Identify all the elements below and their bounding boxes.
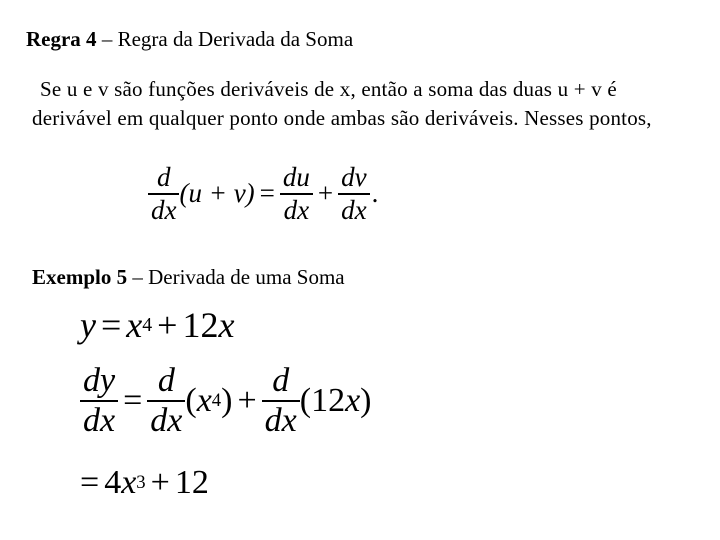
var-x: x: [196, 381, 212, 419]
frac-denominator: dx: [83, 401, 116, 439]
var-y: y: [80, 305, 96, 345]
var-x: x: [345, 381, 361, 419]
frac-numerator: dv: [341, 162, 367, 192]
plus-sign: +: [150, 464, 170, 501]
coefficient: 4: [104, 464, 122, 501]
dy-dx-fraction: [80, 362, 118, 440]
frac-denominator: dx: [151, 194, 177, 225]
d-dx-fraction: [262, 362, 300, 440]
frac-denominator: dx: [264, 401, 297, 439]
frac-numerator: d: [272, 362, 290, 399]
frac-denominator: dx: [150, 401, 183, 439]
example-equation-2: $\frac{dy}{dx}$ = $\frac{d}{dx}$ ( x 4 ) + $\frac{d}{dx}$ (12 x ): [80, 362, 372, 440]
plus-sign: +: [237, 381, 257, 419]
close-paren: ): [221, 381, 233, 419]
frac-numerator: dy: [83, 362, 116, 399]
dv-dx-fraction: [338, 162, 369, 226]
d-dx-fraction: [147, 362, 185, 440]
example-heading-label: Exemplo 5: [32, 265, 128, 289]
rule-heading: [26, 27, 353, 52]
frac-denominator: dx: [283, 194, 310, 225]
formula-period: .: [371, 178, 379, 209]
example-heading-title: – Derivada de uma Soma: [127, 265, 345, 289]
var-x: x: [121, 464, 137, 501]
open-paren: (: [185, 381, 197, 419]
coefficient: 12: [182, 305, 219, 345]
equals-sign: =: [80, 464, 100, 501]
plus-sign: +: [157, 305, 178, 345]
example-equation-1: y = x 4 + 12 x: [80, 305, 235, 345]
equals-sign: =: [100, 305, 122, 345]
sum-rule-formula: [148, 162, 378, 226]
frac-numerator: du: [282, 162, 310, 192]
sum-term: (u + v): [179, 178, 255, 209]
rule-heading-label: Regra 4: [26, 27, 97, 51]
frac-denominator: dx: [341, 194, 367, 225]
equals-sign: =: [123, 381, 143, 419]
constant: 12: [174, 464, 209, 501]
frac-numerator: d: [156, 162, 171, 192]
plus-sign: +: [317, 178, 334, 209]
d-dx-fraction: [148, 162, 179, 226]
var-x: x: [218, 305, 235, 345]
rule-heading-title: – Regra da Derivada da Soma: [96, 27, 354, 51]
du-dx-fraction: [280, 162, 313, 226]
paren-term: (12: [299, 381, 346, 419]
example-equation-3: = 4 x 3 + 12: [80, 464, 209, 501]
equals-sign: =: [259, 178, 275, 209]
var-x: x: [126, 305, 143, 345]
close-paren: ): [360, 381, 372, 419]
rule-paragraph: Se u e v são funções deriváveis de x, então a soma das duas u + v é derivável em qualquer ponto onde ambas são deriváveis. Nesses pontos,: [32, 77, 652, 130]
example-heading: [32, 265, 345, 290]
frac-numerator: d: [157, 362, 175, 399]
